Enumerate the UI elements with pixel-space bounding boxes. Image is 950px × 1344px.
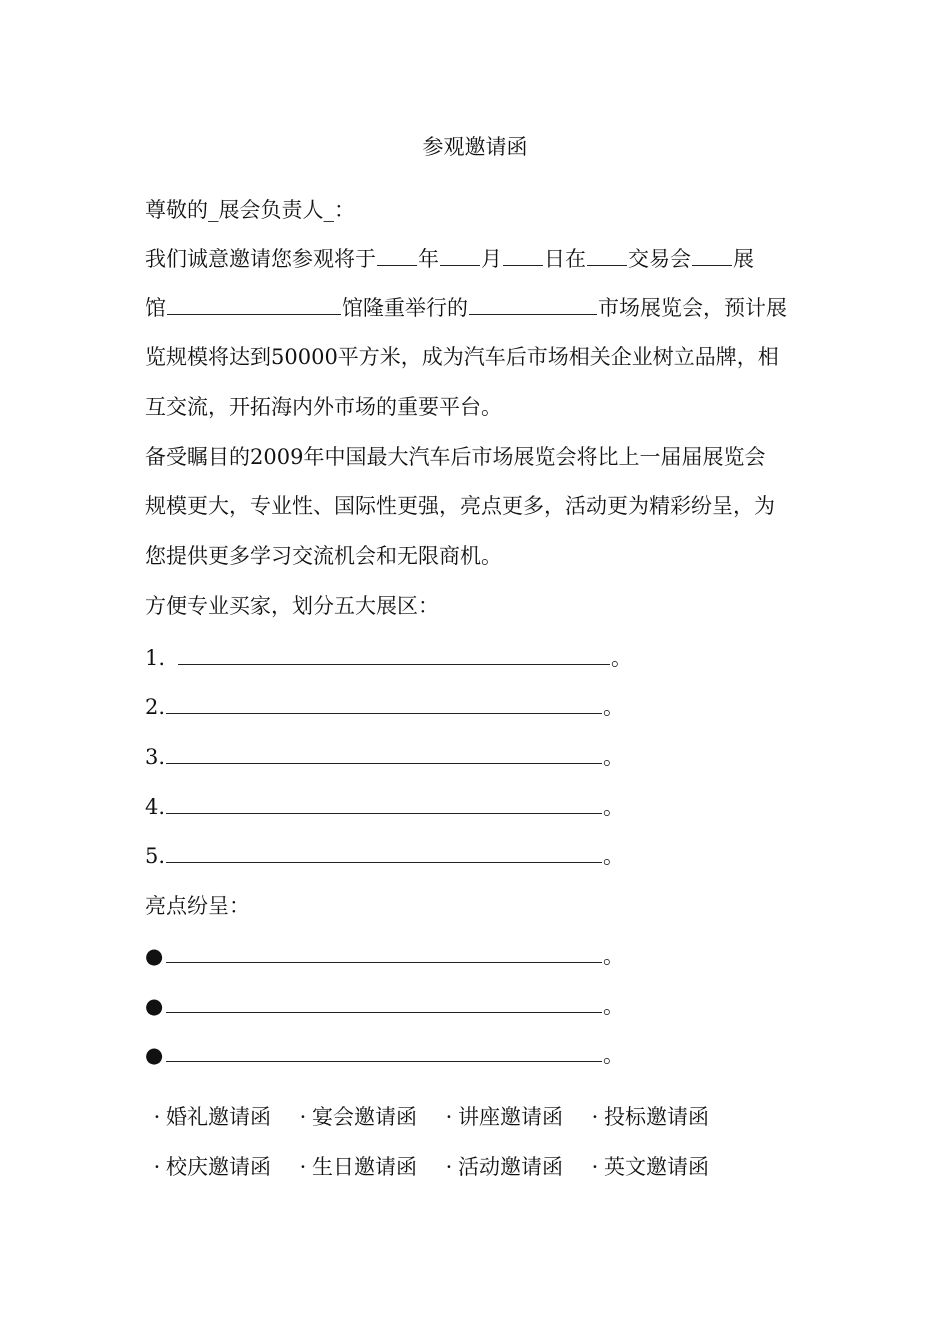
bullet-icon: ●	[145, 944, 164, 968]
zone-number: 4.	[145, 795, 166, 819]
hall-blank[interactable]	[692, 245, 732, 266]
link-banquet-invitation[interactable]: · 宴会邀请函	[299, 1105, 417, 1129]
zone-number: 2.	[145, 695, 166, 719]
link-birthday-invitation[interactable]: · 生日邀请函	[299, 1155, 417, 1179]
related-links-row-1	[148, 1102, 732, 1132]
highlight-item	[145, 1040, 624, 1070]
highlight-blank[interactable]	[166, 992, 602, 1013]
highlight-end: 。	[603, 944, 624, 968]
link-english-invitation[interactable]: · 英文邀请函	[591, 1155, 709, 1179]
salutation: 尊敬的_展会负责人_：	[145, 198, 355, 222]
zone-number: 3.	[145, 745, 166, 769]
paragraph-2-line-3: 您提供更多学习交流机会和无限商机。	[145, 544, 502, 568]
year-blank[interactable]	[377, 245, 417, 266]
highlight-end: 。	[603, 994, 624, 1018]
invite-text: 我们诚意邀请您参观将于	[145, 247, 376, 271]
month-blank[interactable]	[440, 245, 480, 266]
link-lecture-invitation[interactable]: · 讲座邀请函	[445, 1105, 563, 1129]
zone-blank[interactable]	[178, 644, 610, 665]
paragraph-2-line-2: 规模更大，专业性、国际性更强，亮点更多，活动更为精彩纷呈，为	[145, 494, 775, 518]
zone-end: 。	[603, 844, 625, 868]
market-blank[interactable]	[469, 294, 597, 315]
year-label: 年	[418, 247, 439, 271]
zone-item	[145, 742, 624, 772]
paragraph-2-line-1: 备受瞩目的2009年中国最大汽车后市场展览会将比上一届届展览会	[145, 445, 766, 469]
invite-line-4: 互交流，开拓海内外市场的重要平台。	[145, 395, 502, 419]
link-wedding-invitation[interactable]: · 婚礼邀请函	[153, 1105, 271, 1129]
highlight-end: 。	[603, 1043, 624, 1067]
zone-end: 。	[603, 745, 625, 769]
zone-item	[145, 643, 632, 673]
day-label: 日在	[544, 247, 586, 271]
highlight-blank[interactable]	[166, 942, 602, 963]
highlights-heading: 亮点纷呈：	[145, 894, 250, 918]
related-links-row-2	[148, 1152, 732, 1182]
hall-label: 展	[733, 247, 754, 271]
hall-name-blank[interactable]	[167, 294, 341, 315]
zone-end: 。	[603, 695, 625, 719]
fair-label: 交易会	[628, 247, 691, 271]
link-event-invitation[interactable]: · 活动邀请函	[445, 1155, 563, 1179]
fair-blank[interactable]	[587, 245, 627, 266]
market-text: 市场展览会，预计展	[598, 296, 787, 320]
link-school-anniversary-invitation[interactable]: · 校庆邀请函	[153, 1155, 271, 1179]
zone-end: 。	[603, 795, 625, 819]
zone-item	[145, 692, 624, 722]
zone-blank[interactable]	[166, 793, 602, 814]
zone-blank[interactable]	[166, 842, 602, 863]
highlight-blank[interactable]	[166, 1041, 602, 1062]
invite-line-1	[145, 244, 754, 274]
zone-end: 。	[611, 646, 633, 670]
highlight-item	[145, 991, 624, 1021]
invite-line-2	[145, 293, 787, 323]
zone-blank[interactable]	[166, 743, 602, 764]
zone-number: 1.	[145, 646, 166, 670]
zone-number: 5.	[145, 844, 166, 868]
bullet-icon: ●	[145, 1043, 164, 1067]
month-label: 月	[481, 247, 502, 271]
zone-blank[interactable]	[166, 693, 602, 714]
zone-item	[145, 841, 624, 871]
highlight-item	[145, 941, 624, 971]
document-title: 参观邀请函	[422, 135, 528, 159]
zones-heading: 方便专业买家，划分五大展区：	[145, 594, 439, 618]
day-blank[interactable]	[503, 245, 543, 266]
venue-text: 馆隆重举行的	[342, 296, 468, 320]
hall-label-2: 馆	[145, 296, 166, 320]
bullet-icon: ●	[145, 994, 164, 1018]
invite-line-3: 览规模将达到50000平方米，成为汽车后市场相关企业树立品牌，相	[145, 345, 779, 369]
zone-item	[145, 792, 624, 822]
link-bid-invitation[interactable]: · 投标邀请函	[591, 1105, 709, 1129]
